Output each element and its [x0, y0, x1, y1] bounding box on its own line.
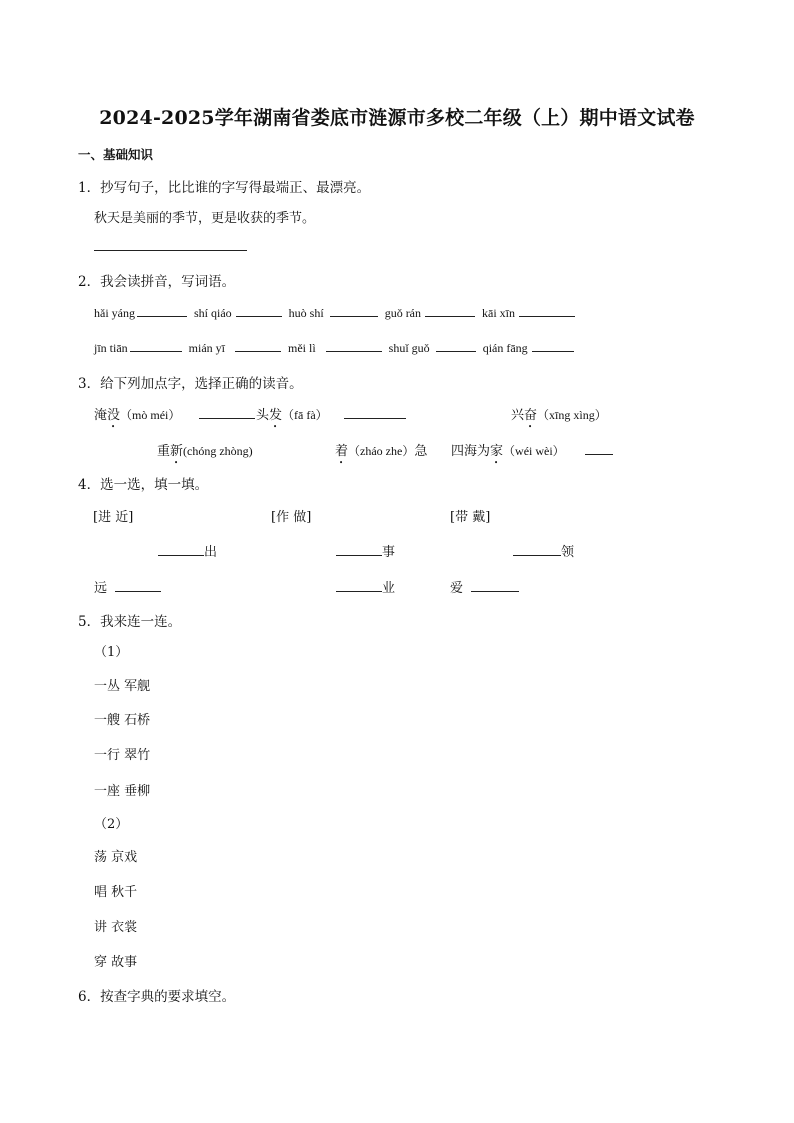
- answer-blank[interactable]: [585, 442, 613, 455]
- char: 头: [256, 408, 270, 423]
- question-number: 3．: [78, 376, 101, 392]
- fill-item: [450, 577, 519, 596]
- word: 远: [94, 581, 108, 596]
- fill-item: [336, 541, 395, 560]
- fill-item: [94, 577, 161, 596]
- pinyin-options: (chóng zhòng): [183, 444, 253, 458]
- pinyin-options: （xīng xìng）: [537, 408, 607, 422]
- dotted-char: 家: [490, 444, 504, 459]
- answer-blank[interactable]: [344, 406, 406, 419]
- answer-blank[interactable]: [513, 543, 561, 556]
- word: 业: [382, 581, 396, 596]
- pinyin-options: （wéi wèi）: [503, 444, 565, 458]
- pinyin-word: jīn tiān: [94, 341, 128, 355]
- question-number: 2．: [78, 274, 101, 290]
- question-text: 按查字典的要求填空。: [100, 989, 236, 1005]
- dotted-char: 新: [170, 444, 184, 459]
- copy-sentence: 秋天是美丽的季节，更是收获的季节。: [94, 211, 316, 226]
- answer-blank[interactable]: [336, 543, 382, 556]
- answer-blank[interactable]: [326, 339, 382, 352]
- answer-blank[interactable]: [471, 579, 519, 592]
- fill-item: [336, 577, 395, 596]
- match-item[interactable]: 一座 垂柳: [94, 784, 151, 799]
- answer-blank[interactable]: [115, 579, 161, 592]
- pinyin-word: kāi xīn: [482, 306, 516, 320]
- pinyin-options: （zháo zhe）: [348, 444, 415, 458]
- fill-item: [158, 541, 217, 560]
- answer-blank[interactable]: [436, 339, 476, 352]
- answer-blank[interactable]: [130, 339, 182, 352]
- match-item[interactable]: 穿 故事: [94, 955, 138, 970]
- answer-blank[interactable]: [236, 304, 282, 317]
- match-item[interactable]: 一行 翠竹: [94, 748, 151, 763]
- char: 四海为: [451, 444, 491, 459]
- question-number: 5．: [78, 614, 101, 630]
- pinyin-word: měi lì: [288, 341, 316, 355]
- answer-blank[interactable]: [199, 406, 255, 419]
- reading-item-1: [94, 404, 255, 431]
- pinyin-options: （mò méi）: [120, 408, 181, 422]
- match-item[interactable]: 讲 衣裳: [94, 920, 138, 935]
- question-text: 我来连一连。: [100, 614, 182, 630]
- question-text: 我会读拼音，写词语。: [100, 274, 236, 290]
- question-5: [78, 610, 181, 630]
- char: 急: [414, 444, 428, 459]
- answer-blank[interactable]: [137, 304, 187, 317]
- match-item[interactable]: 一艘 石桥: [94, 713, 151, 728]
- pinyin-word: shí qiáo: [194, 306, 232, 320]
- question-number: 1．: [78, 180, 101, 196]
- dotted-char: 奋: [524, 408, 538, 423]
- choice-group-3: [带 戴]: [450, 510, 491, 525]
- page-title: 2024-2025学年湖南省娄底市涟源市多校二年级（上）期中语文试卷: [99, 107, 695, 129]
- answer-blank[interactable]: [519, 304, 575, 317]
- answer-blank[interactable]: [330, 304, 378, 317]
- choice-group-2: [作 做]: [271, 510, 312, 525]
- pinyin-options: （fā fà）: [282, 408, 328, 422]
- answer-blank[interactable]: [158, 543, 204, 556]
- word: 爱: [450, 581, 464, 596]
- answer-blank[interactable]: [235, 339, 281, 352]
- pinyin-row-2: [94, 339, 574, 356]
- match-item[interactable]: 唱 秋千: [94, 885, 138, 900]
- question-number: 6．: [78, 989, 101, 1005]
- char: 兴: [511, 408, 525, 423]
- answer-blank[interactable]: [336, 579, 382, 592]
- choice-group-1: [进 近]: [93, 510, 134, 525]
- pinyin-word: hǎi yáng: [94, 306, 135, 320]
- answer-line[interactable]: [94, 250, 247, 251]
- pinyin-word: mián yī: [188, 341, 225, 355]
- question-text: 给下列加点字，选择正确的读音。: [100, 376, 303, 392]
- fill-item: [513, 541, 574, 560]
- part-label: （2）: [94, 817, 129, 832]
- question-text: 选一选，填一填。: [100, 477, 209, 493]
- question-number: 4．: [78, 477, 101, 493]
- word: 事: [382, 545, 396, 560]
- reading-item-5: [335, 440, 427, 467]
- question-2: [78, 270, 235, 290]
- match-item[interactable]: 荡 京戏: [94, 850, 138, 865]
- pinyin-word: guǒ rán: [384, 306, 422, 320]
- question-4: [78, 473, 208, 493]
- word: 出: [204, 545, 218, 560]
- reading-item-6: [451, 440, 613, 467]
- dotted-char: 着: [335, 444, 349, 459]
- pinyin-word: qián fāng: [482, 341, 528, 355]
- reading-item-4: [157, 440, 253, 467]
- answer-blank[interactable]: [532, 339, 574, 352]
- match-item[interactable]: 一丛 军舰: [94, 679, 151, 694]
- dotted-char: 没: [107, 408, 121, 423]
- part-label: （1）: [94, 645, 129, 660]
- char: 淹: [94, 408, 108, 423]
- pinyin-word: shuǐ guǒ: [388, 341, 430, 355]
- question-6: [78, 985, 235, 1005]
- question-text: 抄写句子，比比谁的字写得最端正、最漂亮。: [100, 180, 371, 196]
- reading-item-3: [511, 404, 607, 431]
- answer-blank[interactable]: [425, 304, 475, 317]
- dotted-char: 发: [269, 408, 283, 423]
- reading-item-2: [256, 404, 406, 431]
- word: 领: [561, 545, 575, 560]
- pinyin-row-1: [94, 304, 575, 321]
- char: 重: [157, 444, 171, 459]
- question-1: [78, 176, 370, 196]
- section-heading: 一、基础知识: [78, 147, 154, 162]
- question-3: [78, 372, 303, 392]
- pinyin-word: huò shí: [288, 306, 324, 320]
